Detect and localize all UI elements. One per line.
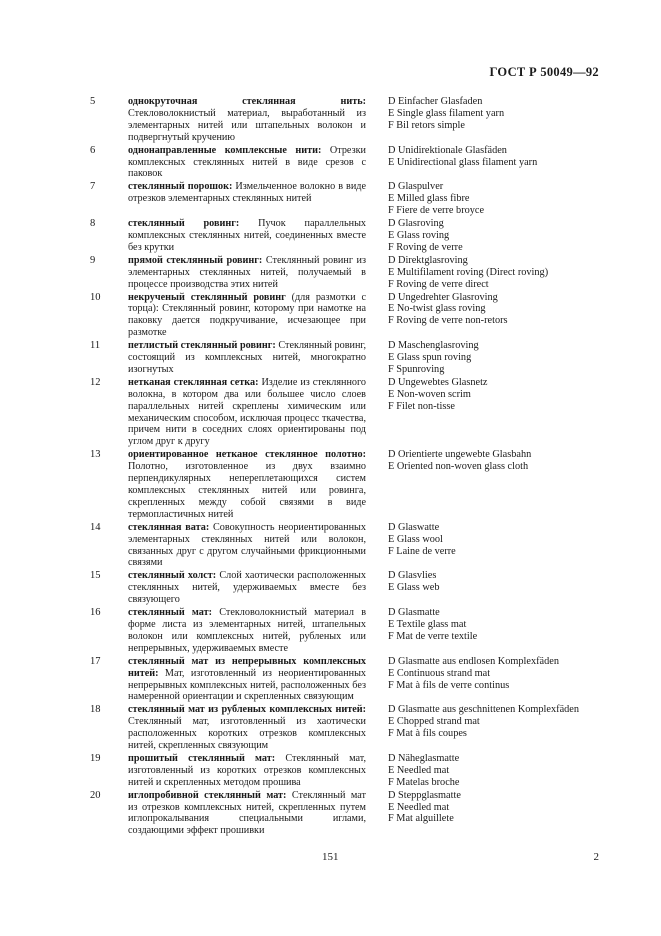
term-entry: [0, 340, 661, 376]
term-definition-block: [128, 522, 366, 570]
term-title: стеклянный мат из непрерывных комплексных нитей:: [128, 655, 366, 679]
term-definition-block: [128, 218, 366, 254]
translation-line: E Multifilament roving (Direct roving): [388, 266, 549, 278]
term-title: прошитый стеклянный мат:: [128, 752, 276, 764]
translation-line: E Needled mat: [388, 801, 450, 813]
term-translations: [388, 340, 618, 376]
term-definition-block: [128, 292, 366, 340]
term-number: 10: [90, 291, 101, 303]
term-entry: [0, 522, 661, 570]
term-entry: [0, 377, 661, 448]
term-title: петлистый стеклянный ровинг:: [128, 340, 276, 352]
term-number: 18: [90, 704, 101, 716]
term-translations: [388, 145, 618, 169]
term-definition-block: [128, 145, 366, 181]
term-entry: [0, 96, 661, 144]
term-definition: Стеклянный мат, изготовленный из хаотически расположенных коротких отрезков комплексных нитей, скрепленных связующим: [128, 716, 366, 752]
term-translations: [388, 522, 618, 558]
term-definition: Стеклянный ровинг из элементарных стеклянных нитей, получаемый в процессе производства этих нитей: [128, 254, 366, 290]
term-entry: [0, 607, 661, 655]
translation-line: E Non-woven scrim: [388, 388, 471, 400]
translation-line: D Glasmatte aus geschnittenen Komplexfäden: [388, 704, 580, 716]
term-entry: [0, 218, 661, 254]
translation-line: E Needled mat: [388, 764, 450, 776]
term-entry: [0, 255, 661, 291]
term-translations: [388, 753, 618, 789]
term-definition-block: [128, 449, 366, 520]
term-definition-block: [128, 255, 366, 291]
term-translations: [388, 704, 618, 740]
translation-line: D Maschenglasroving: [388, 340, 479, 352]
term-definition-block: [128, 181, 366, 205]
translation-line: F Roving de verre non-retors: [388, 315, 508, 327]
term-number: 7: [90, 181, 96, 193]
translation-line: F Mat à fils coupes: [388, 728, 467, 740]
term-translations: [388, 181, 618, 217]
term-translations: [388, 656, 618, 692]
term-number: 9: [90, 254, 96, 266]
term-translations: [388, 570, 618, 594]
term-number: 5: [90, 96, 96, 107]
term-definition: Стекловолокнистый материал в форме листа из элементарных нитей, штапельных волокон или комплексных нитей, рубленых или непрерывных, удерживаемых вместе: [128, 607, 367, 654]
translation-line: E Unidirectional glass filament yarn: [388, 156, 538, 168]
translation-line: E Textile glass mat: [388, 618, 467, 630]
translation-line: F Spunroving: [388, 363, 445, 375]
translation-line: F Bil retors simple: [388, 119, 465, 131]
term-definition: Стеклянный мат, изготовленный из коротких отрезков комплексных нитей и скрепленных методом прошива: [128, 752, 367, 788]
term-number: 6: [90, 144, 96, 156]
term-definition: Отрезки комплексных стеклянных нитей в виде срезов с паковок: [128, 144, 367, 180]
term-definition: Полотно, изготовленное из двух взаимно перпендикулярных непереплетающихся систем комплексных стеклянных нитей или ровинга, скрепленных между собой связями в виде термопластичных нитей: [128, 461, 366, 520]
term-definition: Слой хаотически расположенных стеклянных нитей, удерживаемых вместе без связующего: [128, 570, 366, 606]
translation-line: F Matelas broche: [388, 776, 460, 788]
term-definition: Стеклянный мат из отрезков комплексных нитей, скрепленных путем иглопрокалывания специальными иглами, создающими эффект прошивки: [128, 789, 366, 837]
document-id: ГОСТ Р 50049—92: [489, 65, 599, 79]
translation-line: D Glasmatte aus endlosen Komplexfäden: [388, 655, 559, 667]
term-definition-block: [128, 656, 366, 704]
term-definition-block: [128, 704, 366, 752]
term-entry: [0, 656, 661, 704]
translation-line: F Fiere de verre broyce: [388, 205, 485, 217]
translation-line: F Roving de verre: [388, 241, 463, 253]
term-number: 17: [90, 655, 101, 667]
term-definition: Измельченное волокно в виде отрезков элементарных стеклянных нитей: [128, 181, 366, 205]
term-number: 13: [90, 449, 101, 461]
term-definition: Мат, изготовленный из неориентированных непрерывных комплексных нитей, расположенных без намеренной ориентации и скрепленных связующим: [128, 667, 367, 703]
term-entry: [0, 753, 661, 789]
term-title: однокруточная стеклянная нить:: [128, 96, 366, 107]
translation-line: E Oriented non-woven glass cloth: [388, 461, 529, 473]
term-number: 20: [90, 789, 101, 801]
translation-line: D Glasroving: [388, 218, 444, 230]
term-definition-block: [128, 570, 366, 606]
term-definition-block: [128, 607, 366, 655]
term-entry: [0, 181, 661, 217]
translation-line: F Roving de verre direct: [388, 278, 489, 290]
term-definition-block: [128, 340, 366, 376]
translation-line: D Glaspulver: [388, 181, 444, 193]
translation-line: D Ungewebtes Glasnetz: [388, 376, 488, 388]
term-title: стеклянная вата:: [128, 521, 210, 533]
translation-line: E Glass spun roving: [388, 352, 472, 364]
term-title: ориентированное нетканое стеклянное полотно:: [128, 449, 366, 461]
term-translations: [388, 292, 618, 328]
term-number: 8: [90, 218, 96, 230]
term-definition: Совокупность неориентированных элементарных стеклянных нитей или волокон, связанных друг с другом случайными фрикционными связями: [128, 521, 366, 569]
translation-line: E Glass roving: [388, 229, 450, 241]
sheet-number: 2: [593, 851, 599, 863]
term-number: 16: [90, 607, 101, 619]
page-number: 151: [322, 851, 339, 863]
term-entry: [0, 570, 661, 606]
translation-line: D Einfacher Glasfaden: [388, 96, 483, 107]
term-definition: Стекловолокнистый материал, выработанный из элементарных нитей или штапельных волокон и подвергнутый кручению: [128, 107, 366, 143]
translation-line: E Continuous strand mat: [388, 667, 491, 679]
translation-line: F Laine de verre: [388, 545, 456, 557]
term-entry: [0, 145, 661, 181]
translation-line: D Steppglasmatte: [388, 789, 461, 801]
term-title: прямой стеклянный ровинг:: [128, 254, 263, 266]
term-title: стеклянный холст:: [128, 570, 217, 582]
translation-line: F Filet non-tisse: [388, 400, 455, 412]
translation-line: D Glasmatte: [388, 607, 440, 619]
translation-line: E Glass wool: [388, 533, 443, 545]
translation-line: D Ungedrehter Glasroving: [388, 291, 498, 303]
term-title: стеклянный ровинг:: [128, 218, 240, 230]
translation-line: E Single glass filament yarn: [388, 107, 505, 119]
translation-line: D Näheglasmatte: [388, 752, 460, 764]
term-entry: [0, 704, 661, 752]
term-definition-block: [128, 96, 366, 144]
term-number: 11: [90, 340, 101, 352]
translation-line: D Direktglasroving: [388, 254, 468, 266]
term-translations: [388, 255, 618, 291]
translation-line: F Mat à fils de verre continus: [388, 679, 510, 691]
term-number: 12: [90, 376, 101, 388]
term-translations: [388, 790, 618, 826]
term-definition-block: [128, 753, 366, 789]
term-definition-block: [128, 790, 366, 838]
translation-line: D Unidirektionale Glasfäden: [388, 144, 507, 156]
term-title: нетканая стеклянная сетка:: [128, 376, 259, 388]
term-entry: [0, 292, 661, 340]
term-definition: Пучок параллельных комплексных стеклянных нитей, соединенных вместе без крутки: [128, 218, 367, 253]
term-title: стеклянный порошок:: [128, 181, 233, 193]
term-title: однонаправленные комплексные нити:: [128, 144, 322, 156]
translation-line: D Glasvlies: [388, 570, 437, 582]
term-definition: Изделие из стеклянного волокна, в котором два или большее число слоев параллельных нитей скреплены химическим или механическим способом, исключая процесс ткачества, причем нити в соседних слоях ориентированы под углом друг к другу: [128, 376, 367, 448]
translation-line: F Mat de verre textile: [388, 630, 478, 642]
term-entry: [0, 790, 661, 838]
translation-line: E Milled glass fibre: [388, 193, 470, 205]
term-number: 19: [90, 752, 101, 764]
term-title: стеклянный мат:: [128, 607, 212, 619]
translation-line: E Glass web: [388, 582, 440, 594]
term-translations: [388, 607, 618, 643]
term-title: иглопробивной стеклянный мат:: [128, 789, 287, 801]
term-definition-block: [128, 377, 366, 448]
term-translations: [388, 96, 618, 132]
term-title: стеклянный мат из рубленых комплексных нитей:: [128, 704, 366, 716]
term-number: 15: [90, 570, 101, 582]
term-number: 14: [90, 521, 101, 533]
term-translations: [388, 218, 618, 254]
term-list: [0, 96, 661, 838]
translation-line: E No-twist glass roving: [388, 303, 486, 315]
term-entry: [0, 449, 661, 520]
term-translations: [388, 377, 618, 413]
term-definition: (для размотки с торца): Стеклянный ровинг, которому при намотке на паковку дается подкручивание, исчезающее при размотке: [128, 291, 366, 339]
translation-line: E Chopped strand mat: [388, 716, 480, 728]
translation-line: D Orientierte ungewebte Glasbahn: [388, 449, 532, 461]
term-title: некрученый стеклянный ровинг: [128, 291, 286, 303]
translation-line: D Glaswatte: [388, 521, 440, 533]
term-translations: [388, 449, 618, 473]
translation-line: F Mat alguillete: [388, 813, 454, 825]
term-definition: Стеклянный ровинг, состоящий из комплексных нитей, многократно изогнутых: [128, 340, 367, 375]
